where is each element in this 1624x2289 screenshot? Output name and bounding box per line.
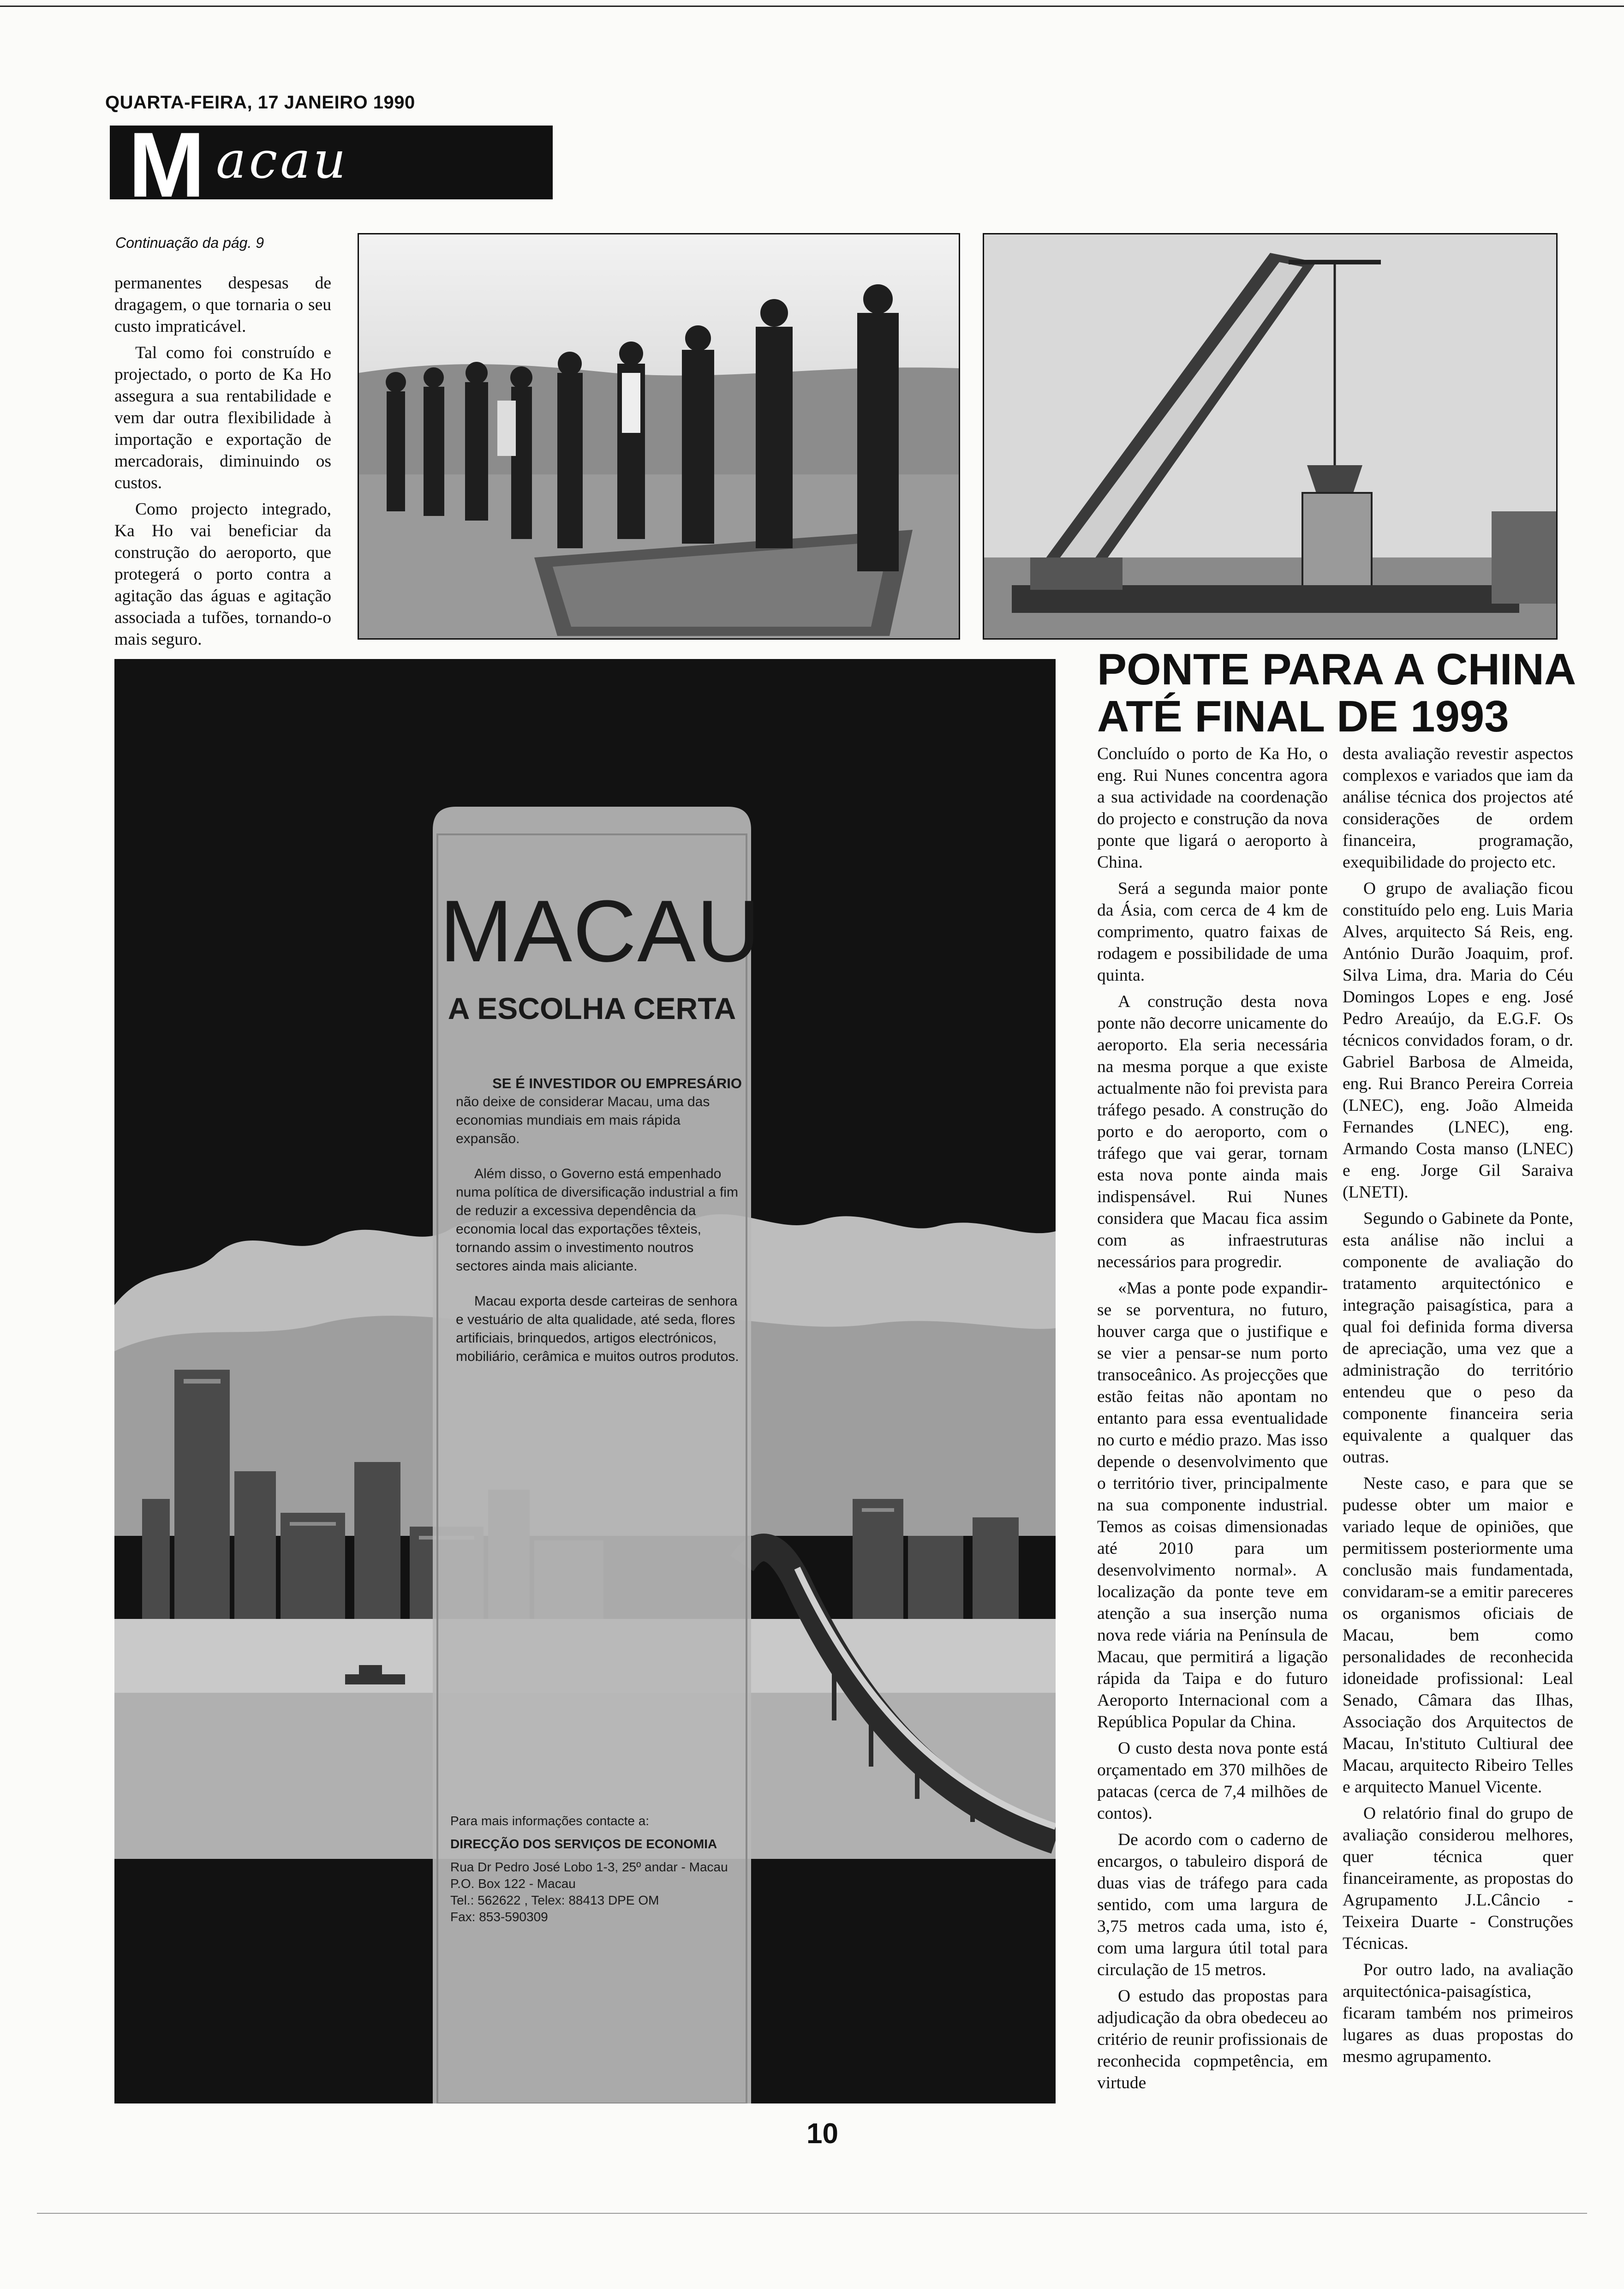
paragraph: Tal como foi construído e projectado, o porto de Ka Ho assegura a sua rentabilidade e vem dar outra flexibilidade à importação e exportação de mercadorais, diminuindo os custos. bbox=[114, 343, 331, 492]
photo-crane-image bbox=[984, 234, 1556, 638]
ad-paragraph-2: Além disso, o Governo está empenhado numa política de diversificação industrial a fim de reduzir a excessiva dependência da economia local das exportações têxteis, tornando assim o investimento noutros sectores ainda mais aliciante. bbox=[456, 1166, 738, 1274]
article-column-2 bbox=[1343, 743, 1573, 2072]
ad-contact-block bbox=[450, 1813, 746, 1925]
paragraph: «Mas a ponte pode expandir-se se porventura, no futuro, houver carga que o justifique e se vier a pensar-se num porto transoceânico. As projecções que estão feitas não apontam no entanto para essa eventualidade no curto e médio prazo. Mas isso depende o desenvolvimento que o território tiver, principalmente na sua componente industrial. Temos as coisas dimensionadas até 2010 para um desenvolvimento normal». A localização da ponte teve em atenção a sua inserção numa nova rede viária na Península de Macau, que permitirá a ligação rápida da Taipa e do futuro Aeroporto Internacional com a República Popular da China. bbox=[1097, 1279, 1328, 1732]
article-headline bbox=[1097, 646, 1577, 740]
paragraph: Por outro lado, na avaliação arquitectónica-paisagística, ficaram também nos primeiros lugares as duas propostas do mesmo agrupamento. bbox=[1343, 1960, 1573, 2066]
paragraph: O grupo de avaliação ficou constituído pelo eng. Luis Maria Alves, arquitecto Sá Reis, eng. António Durão Joaquim, prof. Silva Lima, dra. Maria do Céu Domingos Lopes e eng. José Pedro Areaújo, da E.G.F. Os técnicos convidados foram, o dr. Gabriel Barbosa de Almeida, eng. Rui Branco Pereira Correia (LNEC), eng. João Almeida Fernandes (LNEC), eng. Armando Costa manso (LNEC) e eng. Jorge Gil Saraiva (LNETI). bbox=[1343, 879, 1573, 1202]
continuation-note: Continuação da pág. 9 bbox=[115, 234, 264, 251]
photo-groundbreaking-ceremony bbox=[358, 233, 960, 640]
bottom-rule bbox=[37, 2213, 1587, 2214]
page-number: 10 bbox=[806, 2118, 838, 2150]
paragraph: De acordo com o caderno de encargos, o tabuleiro disporá de duas vias de tráfego para cada sentido, com uma largura de 3,75 metros cada uma, isto é, com uma largura útil total para circulação de 15 metros. bbox=[1097, 1830, 1328, 1979]
article-column-1 bbox=[1097, 743, 1328, 2098]
paragraph: O custo desta nova ponte está orçamentado em 370 milhões de patacas (cerca de 7,4 milhões de contos). bbox=[1097, 1739, 1328, 1823]
headline-line-1: PONTE PARA A CHINA bbox=[1097, 645, 1576, 694]
paragraph: O estudo das propostas para adjudicação da obra obedeceu ao critério de reunir profissionais de reconhecida copmpetência, em virtude bbox=[1097, 1987, 1328, 2092]
paragraph: Neste caso, e para que se pudesse obter um maior e variado leque de opiniões, que permitissem posteriormente uma conclusão mais fundamentada, convidaram-se a emitir pareceres os organismos oficiais de Macau, bem como personalidades de reconhecida idoneidade profissional: Leal Senado, Câmara das Ilhas, Associação dos Arquitectos de Macau, In'stituto Cultiural dee Macau, arquitecto Ribeiro Telles e arquitecto Manuel Vicente. bbox=[1343, 1474, 1573, 1797]
contact-fax: Fax: 853-590309 bbox=[450, 1910, 548, 1924]
paragraph: O relatório final do grupo de avaliação considerou melhores, quer técnica quer financeiramente, as propostas do Agrupamento J.L.Câncio - Teixeira Duarte - Construções Técnicas. bbox=[1343, 1804, 1573, 1953]
contact-intro: Para mais informações contacte a: bbox=[450, 1814, 650, 1828]
contact-address: Rua Dr Pedro José Lobo 1-3, 25º andar - Macau bbox=[450, 1860, 728, 1874]
contact-po-box: P.O. Box 122 - Macau bbox=[450, 1876, 576, 1891]
paragraph: Será a segunda maior ponte da Ásia, com cerca de 4 km de comprimento, quatro faixas de rodagem e possibilidade de uma quinta. bbox=[1097, 879, 1328, 985]
contact-organization: DIRECÇÃO DOS SERVIÇOS DE ECONOMIA bbox=[450, 1837, 717, 1851]
paragraph: desta avaliação revestir aspectos complexos e variados que iam da análise técnica dos projectos até considerações de ordem financeira, programação, exequibilidade do projecto etc. bbox=[1343, 744, 1573, 872]
ad-paragraph-3: Macau exporta desde carteiras de senhora e vestuário de alta qualidade, até seda, flores artificiais, brinquedos, artigos electrónicos, mobiliário, cerâmica e muitos outros produtos. bbox=[456, 1294, 739, 1364]
photo-floating-crane bbox=[983, 233, 1558, 640]
paragraph: A construção desta nova ponte não decorre unicamente do aeroporto. Ela seria necessária na mesma porque a que existe actualmente não foi prevista para tráfego pesado. A construção do porto e do aeroporto, com o tráfego que vai gerar, tornam esta nova ponte ainda mais indispensável. Rui Nunes considera que Macau fica assim com as infraestruturas necessários para progredir. bbox=[1097, 992, 1328, 1271]
ad-paragraph-1: não deixe de considerar Macau, uma das economias mundiais em mais rápida expansão. bbox=[456, 1094, 710, 1146]
issue-date: QUARTA-FEIRA, 17 JANEIRO 1990 bbox=[105, 92, 415, 113]
section-masthead bbox=[110, 114, 553, 216]
masthead-title: acau bbox=[216, 131, 349, 190]
ad-lead: SE É INVESTIDOR OU EMPRESÁRIO bbox=[492, 1075, 742, 1091]
top-rule bbox=[0, 6, 1624, 7]
headline-line-2: ATÉ FINAL DE 1993 bbox=[1097, 692, 1509, 741]
ad-subtitle: A ESCOLHA CERTA bbox=[448, 991, 736, 1025]
macau-advertisement bbox=[114, 659, 1056, 2103]
paragraph: Segundo o Gabinete da Ponte, esta análise não inclui a componente de avaliação do tratamento arquitectónico e integração paisagística, para a qual foi definida forma diversa de apreciação, uma vez que a administração do território entendeu que o peso da componente financeira seria equivalente a qualquer das outras. bbox=[1343, 1209, 1573, 1467]
continued-column bbox=[114, 272, 331, 655]
paragraph: Como projecto integrado, Ka Ho vai beneficiar da construção do aeroporto, que protegerá o porto contra a agitação das águas e agitação associada a tufões, tornando-o mais seguro. bbox=[114, 500, 331, 649]
ad-title: MACAU bbox=[440, 882, 761, 980]
paragraph: permanentes despesas de dragagem, o que tornaria o seu custo impraticável. bbox=[114, 274, 331, 336]
photo-groundbreaking-image bbox=[359, 234, 959, 638]
ad-body bbox=[456, 1074, 742, 1366]
paragraph: Concluído o porto de Ka Ho, o eng. Rui Nunes concentra agora a sua actividade na coordenação do projecto e construção da nova ponte que ligará o aeroporto à China. bbox=[1097, 744, 1328, 872]
contact-telephone: Tel.: 562622 , Telex: 88413 DPE OM bbox=[450, 1893, 659, 1907]
masthead-initial: M bbox=[128, 114, 205, 216]
